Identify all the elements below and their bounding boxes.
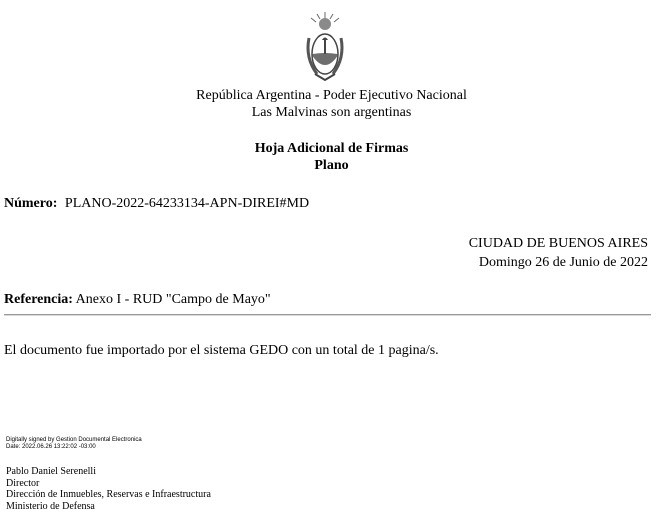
digital-signature-date: Date: 2022.06.26 13:22:02 -03:00 <box>6 444 96 450</box>
signer-name: Pablo Daniel Serenelli <box>6 466 96 477</box>
signer-office: Dirección de Inmuebles, Reservas e Infraestructura <box>6 489 211 500</box>
document-title: Hoja Adicional de Firmas <box>254 141 409 156</box>
referencia-label: Referencia: <box>4 292 73 307</box>
body-text: El documento fue importado por el sistema GEDO con un total de 1 pagina/s. <box>4 343 439 358</box>
numero-label: Número: <box>4 196 58 211</box>
city: CIUDAD DE BUENOS AIRES <box>468 236 648 251</box>
section-divider <box>4 314 651 316</box>
document-subtitle: Plano <box>314 158 349 173</box>
numero-row <box>4 195 309 212</box>
referencia-value: Anexo I - RUD "Campo de Mayo" <box>75 292 271 307</box>
document-title-block <box>0 140 663 174</box>
numero-value: PLANO-2022-64233134-APN-DIREI#MD <box>64 196 310 211</box>
digital-signature-stamp <box>6 437 142 451</box>
place-date-block <box>469 235 648 271</box>
government-header <box>0 87 663 121</box>
signer-block <box>6 466 211 512</box>
national-coat-of-arms-seal <box>303 10 347 84</box>
signer-role: Director <box>6 477 40 489</box>
digital-signature-line1: Digitally signed by Gestion Documental Electronica <box>6 437 142 443</box>
header-line-republica: República Argentina - Poder Ejecutivo Nacional <box>196 88 467 103</box>
date: Domingo 26 de Junio de 2022 <box>478 255 648 270</box>
signer-ministry: Ministerio de Defensa <box>6 500 95 512</box>
header-line-malvinas: Las Malvinas son argentinas <box>251 105 412 120</box>
referencia-row <box>4 291 271 308</box>
